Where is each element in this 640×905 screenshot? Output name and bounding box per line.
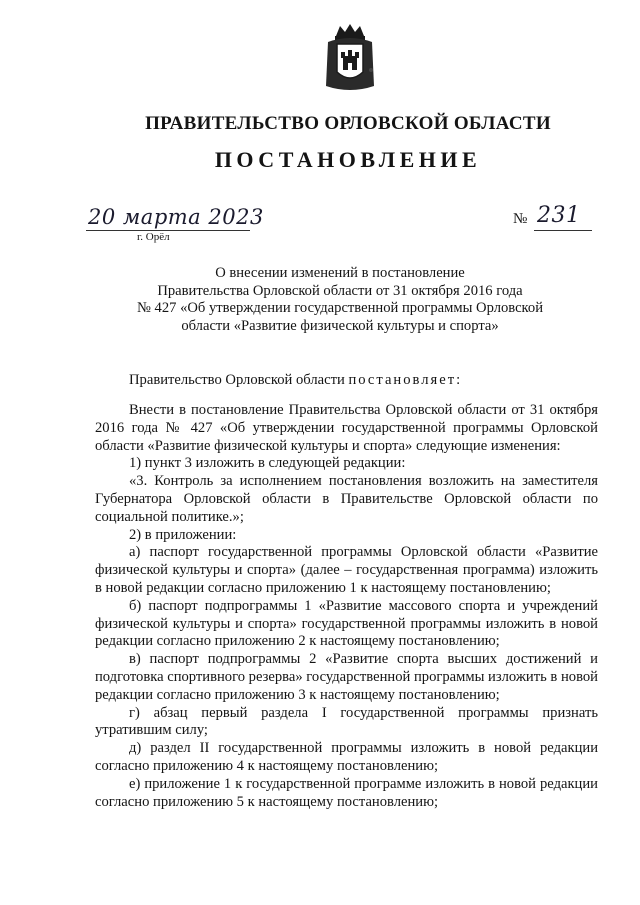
coat-of-arms-icon	[322, 22, 378, 94]
paragraph: е) приложение 1 к государственной программе изложить в новой редакции согласно приложению 5 к настоящему постановлению;	[95, 775, 598, 810]
decree-line	[129, 372, 462, 389]
handwritten-number: 231	[537, 203, 581, 228]
paragraph: в) паспорт подпрограммы 2 «Развитие спорта высших достижений и подготовка спортивного резерва» государственной программы изложить в новой редакции согласно приложению 3 к настоящему постановлению;	[95, 651, 598, 703]
subject-line: № 427 «Об утверждении государственной программы Орловской	[136, 300, 544, 316]
paragraph: б) паспорт подпрограммы 1 «Развитие массового спорта и учреждений физической культуры и спорта» государственной программы изложить в новой редакции согласно приложению 2 к настоящему постановлению;	[95, 597, 598, 650]
paragraph: Внести в постановление Правительства Орловской области от 31 октября 2016 года № 427 «Об утверждении государственной программы Орловской области «Развитие физической культуры и спорта» следующие изменения:	[95, 402, 598, 454]
decree-verb: постановляет:	[348, 372, 463, 388]
city: г. Орёл	[137, 231, 170, 243]
subject-line: Правительства Орловской области от 31 октября 2016 года	[157, 282, 523, 299]
document-body	[95, 402, 598, 811]
handwritten-date: 20 марта 2023	[88, 205, 264, 229]
paragraph: 2) в приложении:	[129, 526, 237, 543]
paragraph: г) абзац первый раздела I государственной программы признать утратившим силу;	[95, 704, 598, 739]
paragraph: д) раздел II государственной программы изложить в новой редакции согласно приложению 4 к настоящему постановлению;	[95, 740, 598, 774]
decree-lead: Правительство Орловской области	[129, 372, 345, 388]
number-underline	[534, 230, 592, 231]
document-subject	[120, 265, 560, 335]
organization-title: ПРАВИТЕЛЬСТВО ОРЛОВСКОЙ ОБЛАСТИ	[145, 113, 551, 134]
subject-line: О внесении изменений в постановление	[215, 265, 465, 281]
subject-line: области «Развитие физической культуры и спорта»	[181, 317, 499, 334]
paragraph: «3. Контроль за исполнением постановления возложить на заместителя Губернатора Орловской области в Правительстве Орловской области по социальной политике.»;	[95, 473, 598, 525]
paragraph: 1) пункт 3 изложить в следующей редакции:	[129, 455, 406, 472]
paragraph: а) паспорт государственной программы Орловской области «Развитие физической культуры и спорта» (далее – государственная программа) изложить в новой редакции согласно приложению 1 к настоящему постановлению;	[95, 544, 598, 596]
document-type: ПОСТАНОВЛЕНИЕ	[214, 147, 482, 172]
number-label: №	[513, 211, 528, 227]
